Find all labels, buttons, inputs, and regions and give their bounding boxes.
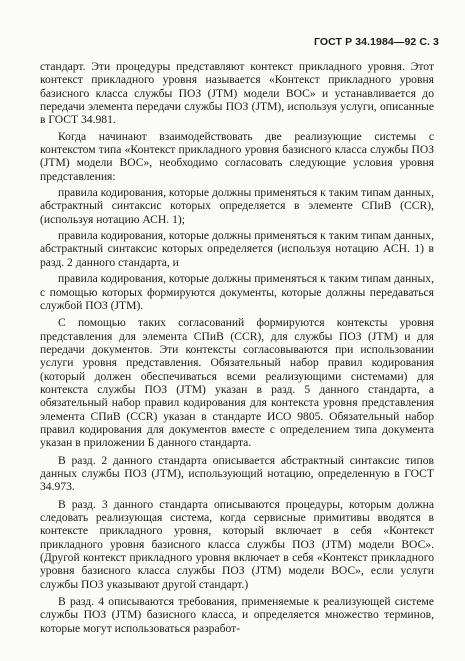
body-text xyxy=(40,60,434,638)
paragraph-1: стандарт. Эти процедуры представляют контекст прикладного уровня. Этот контекст прикладного уровня называется «Контекст прикладного уровня базисного класса службы ПОЗ (JTM) модели ВОС» и устанавливается до передачи элемента передачи службы ПОЗ (JTM), используя услуги, описанные в ГОСТ 34.981. xyxy=(40,60,434,127)
paragraph-8: В разд. 3 данного стандарта описываются процедуры, которым должна следовать реализующая система, когда сервисные примитивы вводятся в контексте прикладного уровня, который включает в себя «Контекст прикладного уровня базисного класса службы ПОЗ (JTM) модели ВОС». (Другой контекст прикладного уровня включает в себя «Контекст прикладного уровня базисного класса службы ПОЗ (JTM) модели ВОС», если услуги службы ПОЗ указывают другой стандарт.) xyxy=(40,497,434,591)
page-header: ГОСТ Р 34.1984—92 С. 3 xyxy=(313,36,439,48)
paragraph-4: правила кодирования, которые должны применяться к таким типам данных, абстрактный синтаксис которых определяется (используя нотацию АСН. 1) в разд. 2 данного стандарта, и xyxy=(40,229,434,269)
paragraph-2: Когда начинают взаимодействовать две реализующие системы с контекстом типа «Контекст прикладного уровня базисного класса службы ПОЗ (JTM) модели ВОС», необходимо согласовать следующие условия уровня представления: xyxy=(40,129,434,183)
paragraph-6: С помощью таких согласований формируются контексты уровня представления для элемента СПиВ (CCR), для службы ПОЗ (JTM) и для передачи документов. Эти контексты согласовываются при использовании услуги уровня представления. Обязательный набор правил кодирования (который должен обеспечиваться всеми реализующими системами) для контекста службы ПОЗ (JTM) указан в разд. 5 данного стандарта, а обязательный набор правил кодирования для контекста уровня представления элемента СПиВ (CCR) указан в стандарте ИСО 9805. Обязательный набор правил кодирования для документов вместе с определением типа документа указан в приложении Б данного стандарта. xyxy=(40,316,434,450)
paragraph-5: правила кодирования, которые должны применяться к таким типам данных, с помощью которых формируются документы, которые должны передаваться службой ПОЗ (JTM). xyxy=(40,272,434,312)
paragraph-9: В разд. 4 описываются требования, применяемые к реализующей системе службы ПОЗ (JTM) базисного класса, и определяется множество терминов, которые могут использоваться разработ- xyxy=(40,595,434,635)
paragraph-7: В разд. 2 данного стандарта описывается абстрактный синтаксис типов данных службы ПОЗ (JTM), использующий нотацию, определенную в ГОСТ 34.973. xyxy=(40,453,434,494)
paragraph-3: правила кодирования, которые должны применяться к таким типам данных, абстрактный синтаксис которых определяется в элементе СПиВ (CCR), (используя нотацию АСН. 1); xyxy=(40,186,434,226)
